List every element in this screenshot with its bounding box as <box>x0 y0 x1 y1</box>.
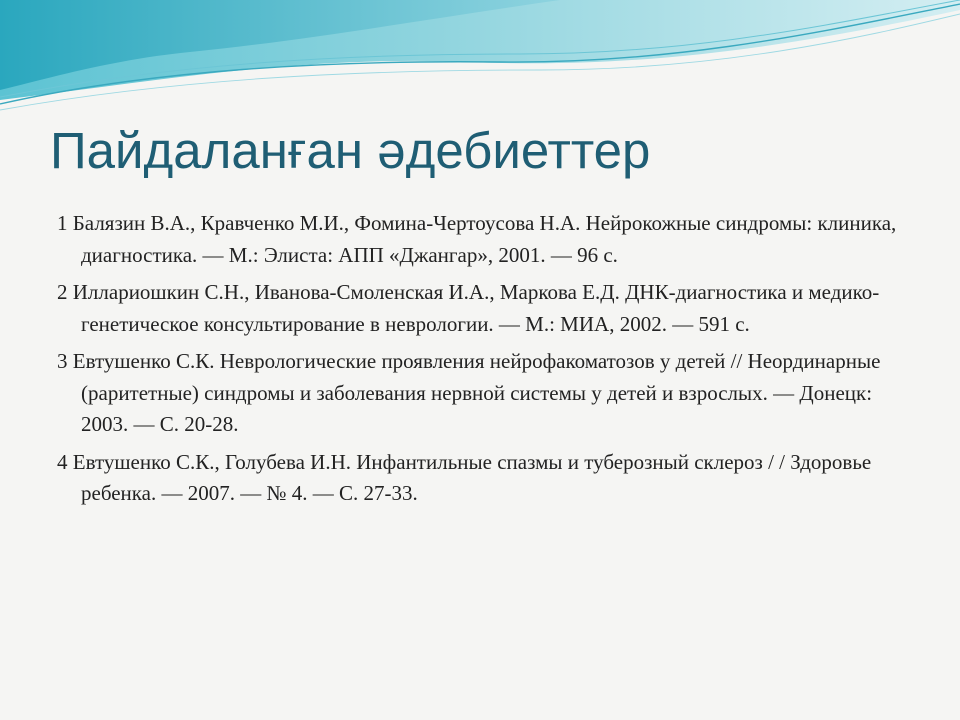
reference-item: 4 Евтушенко С.К., Голубева И.Н. Инфантильные спазмы и туберозный склероз / / Здоровье ребенка. — 2007. — № 4. — С. 27-33. <box>57 449 872 505</box>
reference-list <box>57 208 907 516</box>
reference-item: 1 Балязин В.А., Кравченко М.И., Фомина-Чертоусова Н.А. Нейрокожные синдромы: клиника, диагностика. — М.: Элиста: АПП «Джангар», 2001. — 96 с. <box>57 211 897 267</box>
slide-title: Пайдаланған әдебиеттер <box>50 122 651 179</box>
header-wave-decoration <box>0 0 960 130</box>
reference-item: 2 Иллариошкин С.Н., Иванова-Смоленская И.А., Маркова Е.Д. ДНК-диагностика и медико-генетическое консультирование в неврологии. — М.: МИА, 2002. — 591 с. <box>57 280 880 336</box>
reference-item: 3 Евтушенко С.К. Неврологические проявления нейрофакоматозов у детей // Неординарные (раритетные) синдромы и заболевания нервной системы у детей и взрослых. — Донецк: 2003. — С. 20-28. <box>57 349 881 436</box>
